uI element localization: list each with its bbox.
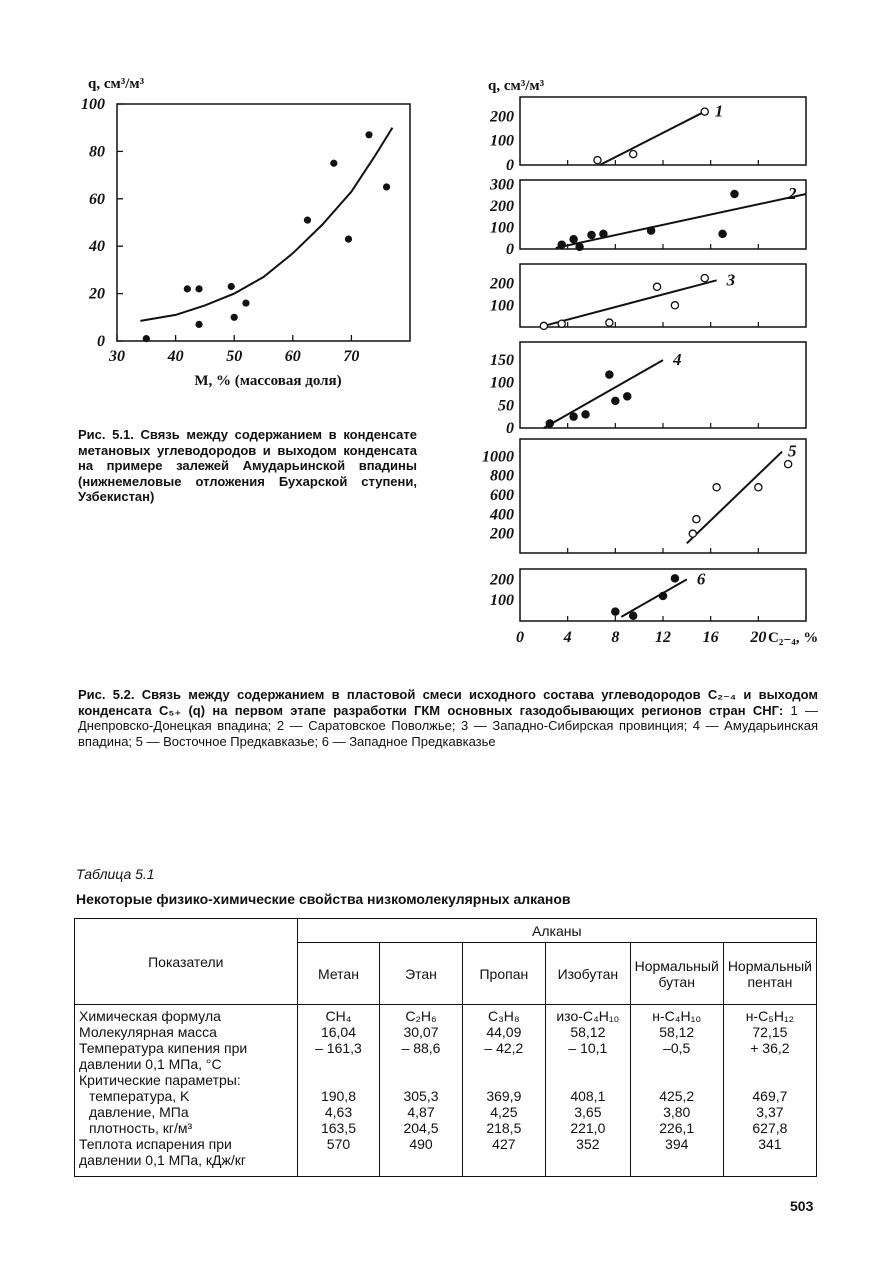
table-cell: 72,15	[723, 1024, 816, 1040]
fig1-trend-curve	[140, 128, 392, 321]
fig2-ylabel: q, см³/м³	[488, 78, 545, 94]
fig2-ytick-label: 100	[490, 132, 514, 150]
fig1-ylabel: q, см³/м³	[88, 76, 145, 92]
fig1-ytick-label: 40	[89, 238, 105, 256]
table-cell: 30,07	[380, 1024, 462, 1040]
figure-5-2-caption-legend: 1 — Днепровско-Донецкая впадина; 2 — Саратовское Поволжье; 3 — Западно-Сибирская провинция; 4 — Амударьинская впадина; 5 — Восточное Предкавказье; 6 — Западное Предкавказье	[78, 702, 818, 749]
table-row	[75, 1072, 817, 1088]
table-cell: – 161,3	[297, 1040, 380, 1072]
fig2-data-point	[540, 322, 547, 329]
row-label: Теплота испарения при давлении 0,1 МПа, кДж/кг	[75, 1136, 298, 1177]
fig2-ytick-label: 150	[490, 352, 514, 370]
fig2-data-point	[558, 320, 565, 327]
table-cell	[546, 1072, 631, 1088]
fig2-panel-frame	[520, 439, 806, 553]
table-row	[75, 1136, 817, 1177]
table-cell: 204,5	[380, 1120, 462, 1136]
fig2-ytick-label: 0	[506, 420, 514, 437]
fig2-data-point	[606, 371, 613, 378]
fig2-series-label: 2	[788, 184, 797, 204]
header-alkanes: Алканы	[297, 919, 816, 943]
table-row	[75, 1005, 817, 1025]
fig2-data-point	[785, 461, 792, 468]
fig2-regression-line	[621, 579, 687, 616]
table-cell: 627,8	[723, 1120, 816, 1136]
fig2-data-point	[612, 397, 619, 404]
table-cell: – 42,2	[462, 1040, 545, 1072]
fig2-data-point	[606, 319, 613, 326]
fig2-ytick-label: 50	[498, 397, 514, 415]
table-cell: 352	[546, 1136, 631, 1177]
fig1-xlabel: M, % (массовая доля)	[194, 373, 342, 389]
table-cell: 490	[380, 1136, 462, 1177]
fig2-ytick-label: 100	[490, 592, 514, 610]
fig2-panel-frame	[520, 97, 806, 165]
table-cell: C₃H₈	[462, 1005, 545, 1025]
column-header: Пропан	[462, 943, 545, 1005]
table-row	[75, 1104, 817, 1120]
table-cell: 4,63	[297, 1104, 380, 1120]
fig2-data-point	[689, 530, 696, 537]
fig2-data-point	[755, 484, 762, 491]
table-cell: 44,09	[462, 1024, 545, 1040]
fig1-xtick-label: 60	[284, 348, 301, 365]
fig1-data-point	[195, 285, 202, 292]
table-cell	[462, 1072, 545, 1088]
figure-5-2-chart	[480, 72, 825, 652]
column-header: Метан	[297, 943, 380, 1005]
fig2-data-point	[600, 230, 607, 237]
fig2-data-point	[671, 575, 678, 582]
table-cell: + 36,2	[723, 1040, 816, 1072]
fig2-data-point	[693, 516, 700, 523]
fig2-data-point	[558, 241, 565, 248]
table-cell: 408,1	[546, 1088, 631, 1104]
fig1-xtick-label: 30	[109, 348, 125, 365]
fig2-panel-frame	[520, 342, 806, 428]
table-cell: 425,2	[630, 1088, 723, 1104]
fig2-ytick-label: 100	[490, 297, 514, 315]
table-row	[75, 1088, 817, 1104]
fig2-ytick-label: 800	[490, 467, 514, 485]
table-cell: н-C₅H₁₂	[723, 1005, 816, 1025]
table-cell: 58,12	[630, 1024, 723, 1040]
fig2-xtick-label: 4	[563, 629, 572, 646]
fig1-ytick-label: 80	[89, 143, 105, 161]
table-row	[75, 1024, 817, 1040]
fig2-data-point	[647, 227, 654, 234]
fig2-data-point	[624, 393, 631, 400]
fig2-xtick-label: 16	[702, 629, 719, 646]
fig1-data-point	[383, 183, 390, 190]
column-header: Изобутан	[546, 943, 631, 1005]
table-cell: – 10,1	[546, 1040, 631, 1072]
table-cell: изо-C₄H₁₀	[546, 1005, 631, 1025]
fig2-data-point	[701, 108, 708, 115]
fig2-ytick-label: 300	[490, 176, 514, 194]
fig1-data-point	[231, 314, 238, 321]
fig2-data-point	[659, 592, 666, 599]
fig2-series-label: 6	[696, 569, 706, 589]
fig2-data-point	[701, 275, 708, 282]
figure-5-1-caption: Рис. 5.1. Связь между содержанием в конденсате метановых углеводородов и выходом конденсата на примере залежей Амударьинской впадины (нижнемеловые отложения Бухарской ступени, Узбекистан)	[78, 427, 417, 504]
fig2-data-point	[653, 283, 660, 290]
table-cell: 190,8	[297, 1088, 380, 1104]
fig1-data-point	[184, 285, 191, 292]
fig1-xtick-label: 70	[343, 348, 360, 365]
row-label: Молекулярная масса	[75, 1024, 298, 1040]
fig2-ytick-label: 0	[506, 157, 514, 174]
row-label: плотность, кг/м³	[75, 1120, 298, 1136]
table-cell: 163,5	[297, 1120, 380, 1136]
fig2-xtick-label: 0	[516, 629, 524, 646]
fig1-ytick-label: 60	[89, 190, 105, 208]
table-cell: – 88,6	[380, 1040, 462, 1072]
fig1-xtick-label: 40	[167, 348, 184, 365]
table-cell: –0,5	[630, 1040, 723, 1072]
fig2-data-point	[594, 157, 601, 164]
fig2-ytick-label: 200	[490, 525, 514, 543]
table-cell: 3,80	[630, 1104, 723, 1120]
fig1-data-point	[345, 235, 352, 242]
alkanes-properties-table	[74, 918, 817, 1177]
fig2-xlabel: C₂₋₄, %	[768, 630, 819, 646]
row-label: давление, МПа	[75, 1104, 298, 1120]
fig1-data-point	[242, 299, 249, 306]
fig1-xtick-label: 50	[226, 348, 243, 365]
fig2-data-point	[719, 230, 726, 237]
fig2-ytick-label: 100	[490, 374, 514, 392]
table-cell: CH₄	[297, 1005, 380, 1025]
fig2-ytick-label: 200	[490, 108, 514, 126]
row-label: Температура кипения при давлении 0,1 МПа, °C	[75, 1040, 298, 1072]
table-cell: 305,3	[380, 1088, 462, 1104]
table-caption: Некоторые физико-химические свойства низкомолекулярных алканов	[76, 891, 571, 907]
table-cell: 341	[723, 1136, 816, 1177]
table-cell: н-C₄H₁₀	[630, 1005, 723, 1025]
table-cell: C₂H₆	[380, 1005, 462, 1025]
fig2-regression-line	[687, 452, 782, 544]
table-cell: 3,37	[723, 1104, 816, 1120]
column-header: Этан	[380, 943, 462, 1005]
fig2-data-point	[630, 612, 637, 619]
fig2-xtick-label: 12	[655, 629, 671, 646]
fig2-data-point	[570, 236, 577, 243]
table-cell: 4,87	[380, 1104, 462, 1120]
fig2-regression-line	[544, 360, 663, 428]
fig2-regression-line	[600, 112, 705, 165]
fig2-series-label: 4	[673, 350, 682, 370]
fig2-xtick-label: 8	[611, 629, 620, 646]
fig2-data-point	[630, 150, 637, 157]
row-label: Критические параметры:	[75, 1072, 298, 1088]
fig1-plot-area	[81, 96, 410, 365]
fig1-data-point	[330, 160, 337, 167]
table-cell: 4,25	[462, 1104, 545, 1120]
fig2-plot-area	[482, 97, 806, 646]
table-cell	[380, 1072, 462, 1088]
fig2-ytick-label: 1000	[482, 448, 514, 466]
fig2-data-point	[576, 243, 583, 250]
figure-5-1-chart	[70, 60, 430, 400]
table-cell	[630, 1072, 723, 1088]
fig1-data-point	[365, 131, 372, 138]
table-cell: 394	[630, 1136, 723, 1177]
row-label: температура, K	[75, 1088, 298, 1104]
fig2-panel-frame	[520, 264, 806, 327]
fig1-ytick-label: 20	[89, 285, 105, 303]
page-number: 503	[790, 1198, 814, 1214]
fig2-data-point	[588, 231, 595, 238]
column-header: Нормальный пентан	[723, 943, 816, 1005]
fig1-data-point	[228, 283, 235, 290]
fig1-data-point	[143, 335, 150, 342]
table-cell: 221,0	[546, 1120, 631, 1136]
table-cell: 218,5	[462, 1120, 545, 1136]
fig2-data-point	[570, 413, 577, 420]
fig2-data-point	[582, 411, 589, 418]
table-cell: 16,04	[297, 1024, 380, 1040]
table-cell: 427	[462, 1136, 545, 1177]
table-cell: 570	[297, 1136, 380, 1177]
fig1-frame	[117, 104, 410, 341]
fig2-regression-line	[556, 194, 806, 248]
fig2-data-point	[546, 420, 553, 427]
table-row	[75, 1120, 817, 1136]
fig2-ytick-label: 200	[490, 275, 514, 293]
column-header: Нормальный бутан	[630, 943, 723, 1005]
fig2-series-label: 1	[714, 101, 724, 121]
header-indicators: Показатели	[75, 919, 298, 1005]
table-cell: 226,1	[630, 1120, 723, 1136]
fig2-data-point	[612, 608, 619, 615]
fig2-ytick-label: 200	[490, 197, 514, 215]
fig2-xtick-label: 20	[750, 629, 767, 646]
fig1-ytick-label: 100	[81, 96, 105, 113]
fig2-data-point	[731, 190, 738, 197]
fig2-ytick-label: 400	[490, 506, 514, 524]
fig2-series-label: 3	[726, 270, 736, 290]
fig1-data-point	[304, 217, 311, 224]
table-cell: 58,12	[546, 1024, 631, 1040]
fig2-data-point	[671, 302, 678, 309]
figure-5-2-caption	[78, 687, 818, 749]
row-label: Химическая формула	[75, 1005, 298, 1025]
figure-5-2-caption-title: Рис. 5.2. Связь между содержанием в пластовой смеси исходного состава углеводородов C₂₋₄ и выходом конденсата C₅₊ (q) на первом этапе разработки ГКМ основных газодобывающих регионов стран СНГ:	[78, 687, 818, 718]
table-cell	[723, 1072, 816, 1088]
fig2-series-label: 5	[788, 441, 797, 461]
fig2-regression-line	[544, 280, 717, 326]
table-cell: 369,9	[462, 1088, 545, 1104]
fig2-ytick-label: 600	[490, 487, 514, 505]
fig2-data-point	[713, 484, 720, 491]
table-cell: 469,7	[723, 1088, 816, 1104]
fig2-panel-frame	[520, 180, 806, 249]
fig1-ytick-label: 0	[97, 333, 105, 350]
table-cell: 3,65	[546, 1104, 631, 1120]
fig2-ytick-label: 100	[490, 219, 514, 237]
table-cell	[297, 1072, 380, 1088]
fig2-ytick-label: 200	[490, 571, 514, 589]
table-number: Таблица 5.1	[76, 866, 155, 882]
table-row	[75, 1040, 817, 1072]
fig1-data-point	[195, 321, 202, 328]
fig2-ytick-label: 0	[506, 241, 514, 258]
